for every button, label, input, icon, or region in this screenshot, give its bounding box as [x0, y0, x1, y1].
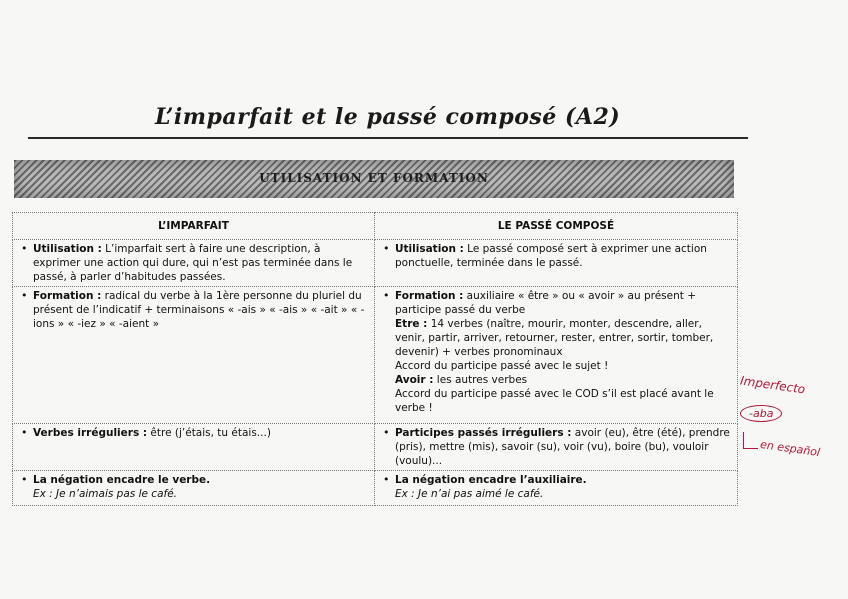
cell-text: auxiliaire « être » ou « avoir » au présent + participe passé du verbe: [395, 290, 696, 316]
cell-label: Formation :: [395, 290, 464, 302]
bullet-icon: •: [383, 289, 390, 302]
cell-label: La négation encadre le verbe.: [33, 474, 211, 486]
bullet-icon: •: [21, 426, 28, 439]
cell-imparfait-negation: [13, 471, 375, 506]
banner-title: UTILISATION ET FORMATION: [259, 171, 489, 185]
cell-text: être (j’étais, tu étais...): [147, 427, 271, 439]
etre-accord: Accord du participe passé avec le sujet !: [395, 360, 609, 372]
table-row: [13, 240, 738, 287]
cell-pc-irreguliers: [375, 424, 738, 471]
handwritten-note-imperfecto: Imperfecto: [739, 373, 807, 397]
avoir-accord: Accord du participe passé avec le COD s’il est placé avant le verbe !: [395, 388, 714, 414]
cell-imparfait-formation: [13, 287, 375, 424]
header-passe-compose: LE PASSÉ COMPOSÉ: [375, 213, 738, 240]
cell-label: Participes passés irréguliers :: [395, 427, 572, 439]
etre-label: Etre :: [395, 318, 428, 330]
cell-label: La négation encadre l’auxiliaire.: [395, 474, 587, 486]
cell-imparfait-utilisation: [13, 240, 375, 287]
bullet-icon: •: [383, 242, 390, 255]
cell-imparfait-irreguliers: [13, 424, 375, 471]
cell-label: Utilisation :: [33, 243, 102, 255]
comparison-table: [12, 212, 738, 506]
cell-text: L’imparfait sert à faire une description, à exprimer une action qui dure, qui n’est pas terminée dans le passé, à parler d’habitudes passées.: [33, 243, 353, 283]
cell-label: Verbes irréguliers :: [33, 427, 148, 439]
cell-text: radical du verbe à la 1ère personne du pluriel du présent de l’indicatif + terminaisons « -ais » « -ais » « -ait » « -ions » « -iez » « -aient »: [33, 290, 365, 330]
avoir-label: Avoir :: [395, 374, 434, 386]
section-banner: [14, 160, 734, 198]
cell-pc-formation: [375, 287, 738, 424]
cell-example: Ex : Je n’aimais pas le café.: [33, 488, 178, 500]
cell-text: Le passé composé sert à exprimer une action ponctuelle, terminée dans le passé.: [395, 243, 707, 269]
etre-text: 14 verbes (naître, mourir, monter, descendre, aller, venir, partir, arriver, retourner, rester, entrer, sortir, tomber, devenir) + verbes pronominaux: [395, 318, 714, 358]
cell-pc-utilisation: [375, 240, 738, 287]
cell-label: Formation :: [33, 290, 102, 302]
bullet-icon: •: [21, 289, 28, 302]
bullet-icon: •: [383, 473, 390, 486]
table-row: [13, 287, 738, 424]
cell-example: Ex : Je n’ai pas aimé le café.: [395, 488, 544, 500]
table-header-row: [13, 213, 738, 240]
page-title: L’imparfait et le passé composé (A2): [155, 104, 621, 130]
handwritten-arrow-icon: [743, 432, 758, 449]
handwritten-note-espanol: en español: [759, 437, 821, 460]
cell-text: avoir (eu), être (été), prendre (pris), mettre (mis), savoir (su), voir (vu), boire (bu), vouloir (voulu)...: [395, 427, 730, 467]
header-imparfait: L’IMPARFAIT: [13, 213, 375, 240]
cell-label: Utilisation :: [395, 243, 464, 255]
table-row: [13, 471, 738, 506]
cell-pc-negation: [375, 471, 738, 506]
title-underline: [28, 137, 748, 139]
avoir-text: les autres verbes: [433, 374, 528, 386]
bullet-icon: •: [383, 426, 390, 439]
bullet-icon: •: [21, 242, 28, 255]
bullet-icon: •: [21, 473, 28, 486]
table-row: [13, 424, 738, 471]
handwritten-note-aba: -aba: [740, 405, 782, 422]
